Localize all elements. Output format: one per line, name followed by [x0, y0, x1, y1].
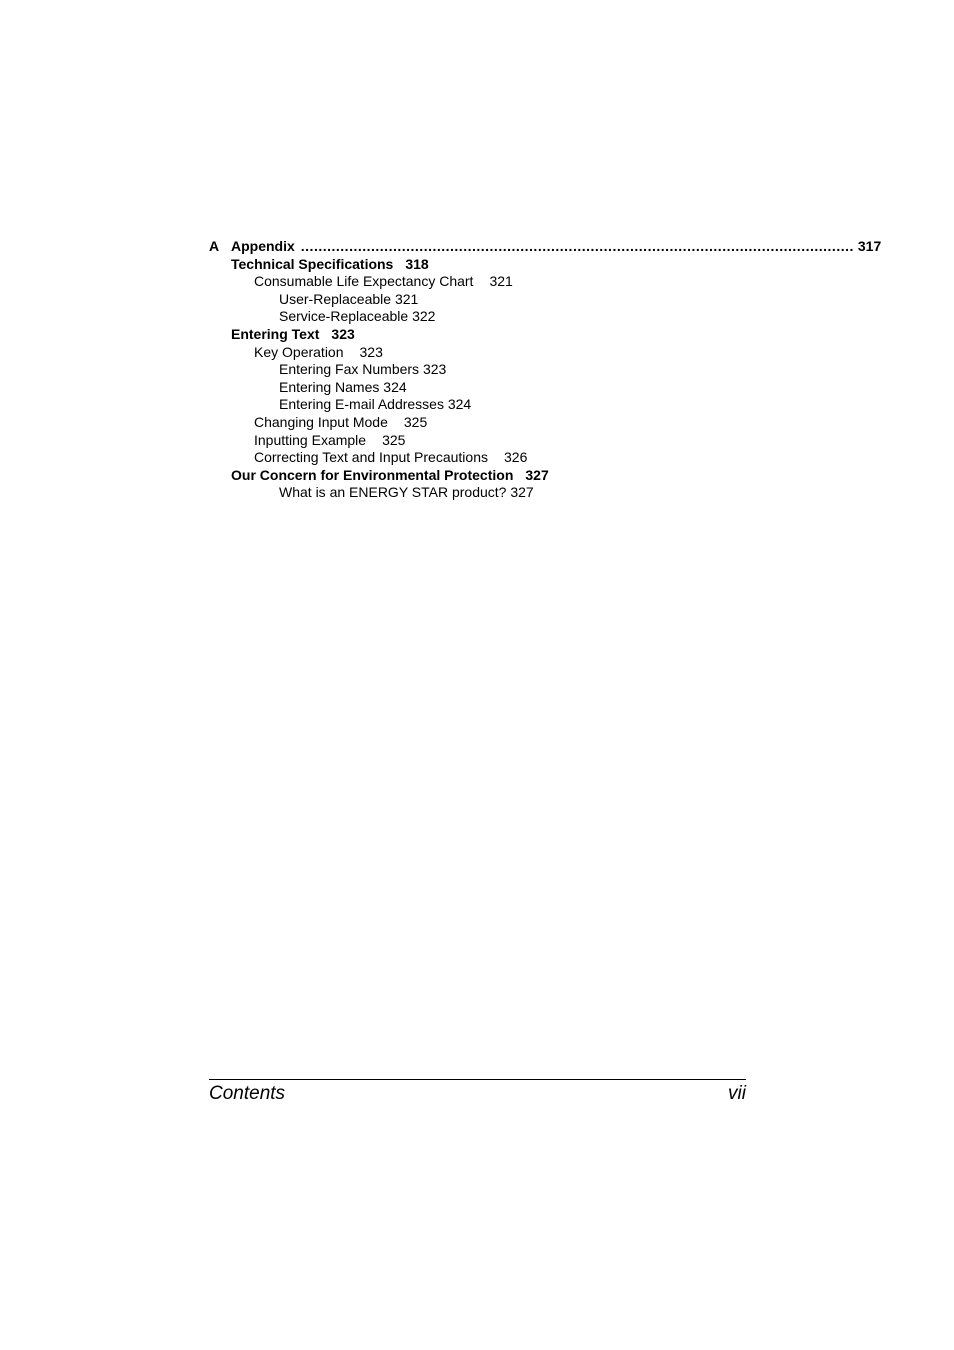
toc-entry-entering-text[interactable] [209, 326, 746, 344]
toc-entry-page: 323 [331, 325, 355, 342]
toc-entry-page: 327 [510, 484, 534, 501]
dot-leader: .............................................................................................................................. [300, 238, 854, 254]
toc-entry-page: 321 [489, 273, 513, 290]
chapter-title: Appendix [231, 238, 295, 254]
toc-entry-user-replaceable[interactable] [209, 291, 746, 309]
toc-entry-title: Inputting Example [254, 431, 367, 448]
toc-entry-correcting-text[interactable] [209, 449, 746, 467]
toc-entry-page: 323 [422, 361, 447, 378]
toc-entry-page: 318 [405, 255, 429, 272]
footer-section-title: Contents [209, 1083, 286, 1104]
toc-entry-page: 326 [504, 449, 528, 466]
toc-entry-key-operation[interactable] [209, 344, 746, 362]
toc-entry-page: 321 [394, 290, 419, 307]
toc-entry-entering-names[interactable] [209, 379, 746, 397]
toc-entry-environmental-protection[interactable] [209, 467, 746, 485]
toc-entry-energy-star[interactable] [209, 484, 746, 502]
toc-entry-title: Technical Specifications [231, 255, 394, 272]
chapter-page-number: 317 [857, 238, 882, 254]
toc-chapter-appendix[interactable] [209, 238, 882, 256]
toc-entry-changing-input-mode[interactable] [209, 414, 746, 432]
page-footer [209, 1079, 746, 1105]
toc-entry-page: 324 [383, 378, 407, 395]
toc-entry-title: Entering Names [279, 378, 380, 395]
toc-entry-page: 325 [382, 431, 406, 448]
chapter-letter: A [209, 238, 220, 254]
footer-page-number: vii [728, 1083, 746, 1104]
toc-entry-title: Entering Text [231, 325, 320, 342]
toc-entry-technical-specifications[interactable] [209, 256, 746, 274]
toc-entry-title: Our Concern for Environmental Protection [231, 466, 514, 483]
toc-entry-title: Changing Input Mode [254, 413, 388, 430]
toc-entry-page: 322 [412, 308, 436, 325]
toc-entry-title: Entering E-mail Addresses [279, 396, 444, 413]
toc-entry-page: 323 [359, 343, 383, 360]
toc-entry-consumable-life-expectancy-chart[interactable] [209, 273, 746, 291]
toc-entry-title: Key Operation [254, 343, 344, 360]
toc-entry-entering-fax-numbers[interactable] [209, 361, 746, 379]
toc-entry-title: Service-Replaceable [279, 308, 409, 325]
table-of-contents [209, 238, 882, 502]
toc-entry-title: User-Replaceable [279, 290, 392, 307]
toc-entry-page: 327 [525, 466, 549, 483]
toc-entry-title: Correcting Text and Input Precautions [254, 449, 488, 466]
toc-entry-page: 325 [403, 413, 428, 430]
toc-entry-page: 324 [447, 396, 472, 413]
toc-entry-inputting-example[interactable] [209, 432, 746, 450]
toc-entry-title: What is an ENERGY STAR product? [279, 484, 507, 501]
toc-entry-service-replaceable[interactable] [209, 308, 746, 326]
toc-entry-title: Entering Fax Numbers [279, 361, 420, 378]
toc-entry-entering-email-addresses[interactable] [209, 396, 746, 414]
toc-entry-title: Consumable Life Expectancy Chart [254, 273, 474, 290]
